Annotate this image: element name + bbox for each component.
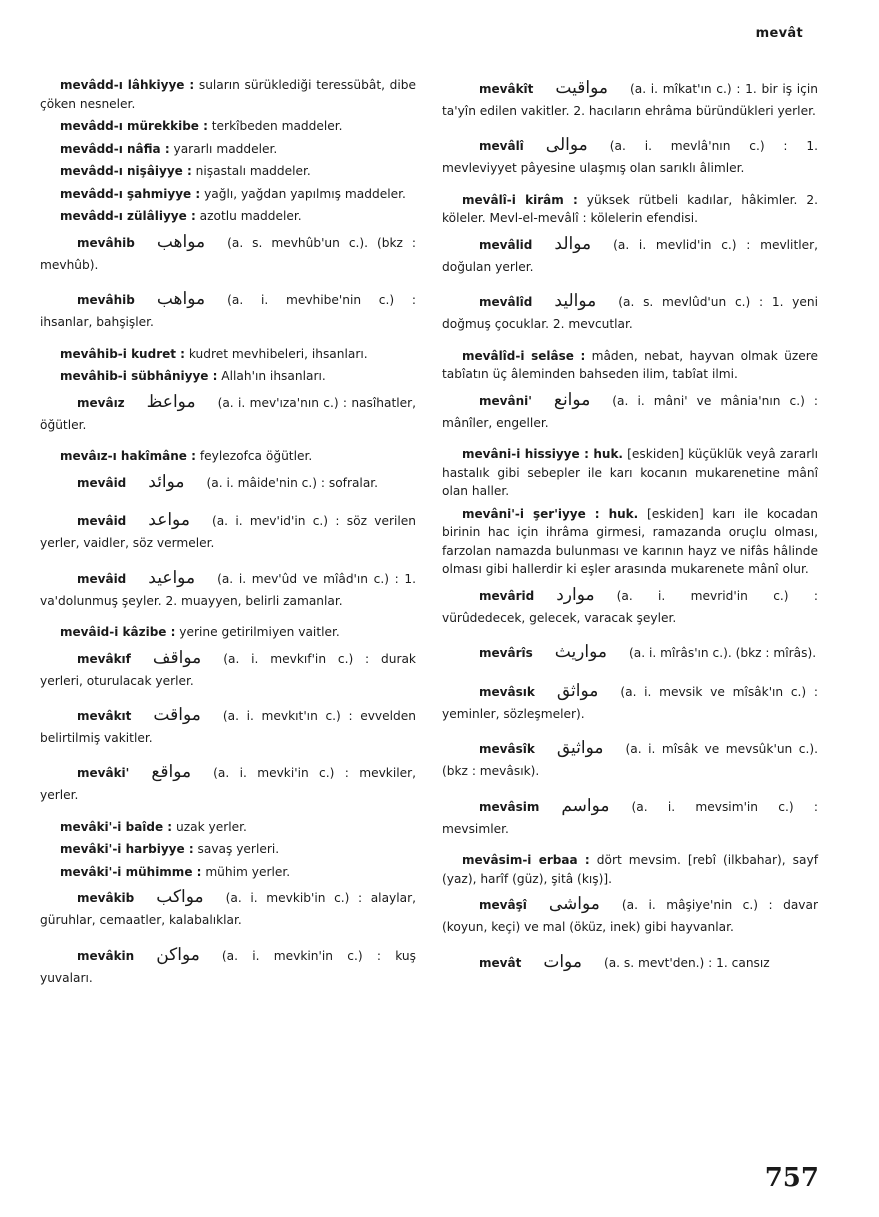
entry-headword: mevâşî bbox=[479, 898, 527, 913]
entry-definition: (a. i. mev'ıza'nın c.) : nasîhatler, öğütler. bbox=[40, 395, 416, 432]
dictionary-subentry bbox=[442, 347, 818, 384]
dictionary-entry bbox=[442, 736, 818, 780]
dictionary-subentry bbox=[442, 505, 818, 579]
entry-definition: [eskiden] küçüklük veyâ zararlı hastalık gibi sebepler ile karı kocanın mukarenetine mânî olan haller. bbox=[442, 447, 819, 499]
dictionary-subentry bbox=[40, 447, 416, 466]
entry-arabic-script: مواسم bbox=[561, 795, 610, 816]
page-number: 757 bbox=[764, 1163, 819, 1193]
entry-headword: mevâhib-i kudret : bbox=[60, 346, 185, 361]
entry-headword: mevârid bbox=[479, 588, 535, 603]
entry-headword: mevâdd-ı nişâiyye : bbox=[60, 164, 192, 179]
entry-definition: (a. i. mevrid'in c.) : vürûdedecek, gelecek, varacak şeyler. bbox=[442, 588, 818, 625]
entry-headword: mevâkib bbox=[77, 891, 135, 906]
entry-arabic-script: موانع bbox=[553, 389, 591, 410]
entry-arabic-script: مواكن bbox=[156, 944, 200, 965]
dictionary-entry bbox=[40, 760, 416, 804]
entry-definition: nişastalı maddeler. bbox=[195, 164, 311, 179]
entry-arabic-script: موالى bbox=[545, 135, 588, 156]
entry-definition: (a. i. mev'ûd ve mîâd'ın c.) : 1. va'dolunmuş şeyler. 2. muayyen, belirli zamanlar. bbox=[40, 571, 416, 608]
dictionary-entry bbox=[40, 230, 416, 274]
entry-headword: mevâni'-i şer'iyye : huk. bbox=[462, 506, 639, 521]
dictionary-entry bbox=[442, 232, 818, 276]
entry-definition: azotlu maddeler. bbox=[199, 209, 302, 224]
dictionary-entry bbox=[40, 390, 416, 434]
dictionary-subentry bbox=[40, 162, 416, 181]
dictionary-entry bbox=[442, 76, 818, 120]
entry-definition: (a. s. mevhûb'un c.). (bkz : mevhûb). bbox=[40, 235, 416, 272]
entry-definition: yüksek rütbeli kadılar, hâkimler. 2. köleler. Mevl-el-mevâlî : kölelerin efendisi. bbox=[442, 192, 819, 226]
entry-definition: (a. i. mîrâs'ın c.). (bkz : mîrâs). bbox=[629, 646, 817, 661]
entry-definition: Allah'ın ihsanları. bbox=[221, 369, 326, 384]
entry-arabic-script: مواهب bbox=[156, 289, 206, 310]
dictionary-subentry bbox=[40, 117, 416, 136]
entry-arabic-script: مواثيق bbox=[556, 738, 604, 759]
entry-headword: mevâız-ı hakîmâne : bbox=[60, 449, 196, 464]
entry-headword: mevât bbox=[479, 955, 522, 970]
entry-definition: mühim yerler. bbox=[205, 864, 291, 879]
entry-definition: suların sürüklediği teressübât, dibe çöken nesneler. bbox=[40, 78, 417, 111]
entry-arabic-script: مواقيت bbox=[555, 78, 608, 98]
entry-headword: mevâni-i hissiyye : huk. bbox=[462, 447, 623, 462]
dictionary-entry bbox=[442, 794, 818, 838]
entry-headword: mevâid bbox=[77, 571, 127, 586]
entry-definition: (a. s. mevt'den.) : 1. cansız bbox=[603, 955, 770, 970]
entry-arabic-script: موائد bbox=[148, 471, 185, 492]
entry-headword: mevâkin bbox=[77, 948, 135, 963]
dictionary-subentry bbox=[442, 851, 818, 888]
dictionary-entry bbox=[40, 470, 416, 496]
entry-headword: mevâsim bbox=[479, 799, 540, 814]
entry-headword: mevâlî bbox=[479, 139, 524, 154]
entry-definition: (a. i. mev'id'in c.) : söz verilen yerler, vaidler, söz vermeler. bbox=[40, 514, 416, 551]
entry-headword: mevâdd-ı zülâliyye : bbox=[60, 209, 196, 224]
entry-definition: (a. i. mevkib'in c.) : alaylar, güruhlar, cemaatler, kalabalıklar. bbox=[40, 891, 416, 928]
entry-definition: (a. i. mîsâk ve mevsûk'un c.). (bkz : mevâsık). bbox=[442, 742, 818, 779]
entry-definition: (a. i. mevkıt'ın c.) : evvelden belirtilmiş vakitler. bbox=[40, 709, 416, 745]
entry-headword: mevâki'-i harbiyye : bbox=[60, 842, 194, 857]
entry-arabic-script: مواقف bbox=[152, 647, 202, 668]
entry-definition: (a. i. mâni' ve mânia'nın c.) : mânîler, engeller. bbox=[442, 393, 818, 430]
entry-arabic-script: مواليد bbox=[554, 291, 597, 312]
entry-definition: yerine getirilmiyen vaitler. bbox=[179, 625, 340, 640]
dictionary-entry bbox=[40, 943, 416, 987]
dictionary-entry bbox=[40, 287, 416, 331]
dictionary-subentry bbox=[442, 445, 818, 501]
entry-headword: mevâid-i kâzibe : bbox=[60, 625, 176, 640]
running-head: mevât bbox=[755, 26, 803, 41]
dictionary-entry bbox=[442, 892, 818, 936]
entry-definition: terkîbeden maddeler. bbox=[211, 119, 343, 134]
entry-arabic-script: مواقع bbox=[151, 762, 192, 783]
entry-definition: [eskiden] karı ile kocadan birinin hac için ihrâma girmesi, ramazanda oruçlu olması, farzolan namazda bulunması ve karının hayz ve nifâs hâlinde olması gibi hallerdir ki eşler arasında mukarenete mânî olur. bbox=[442, 506, 819, 577]
dictionary-subentry bbox=[40, 185, 416, 204]
entry-arabic-script: موات bbox=[543, 951, 582, 972]
entry-arabic-script: مواقت bbox=[153, 705, 201, 726]
entry-definition: (a. i. mevsim'in c.) : mevsimler. bbox=[442, 799, 818, 836]
entry-headword: mevâkıf bbox=[77, 651, 131, 666]
entry-arabic-script: مواعيد bbox=[148, 567, 196, 588]
dictionary-entry bbox=[442, 679, 818, 723]
entry-definition: dört mevsim. [rebî (ilkbahar), sayf (yaz), harîf (güz), şitâ (kış)]. bbox=[442, 853, 818, 886]
entry-headword: mevâlî-i kirâm : bbox=[462, 192, 578, 207]
entry-headword: mevâsık bbox=[479, 685, 535, 700]
entry-headword: mevâsîk bbox=[479, 742, 535, 757]
dictionary-entry bbox=[40, 566, 416, 610]
entry-definition: mâden, nebat, hayvan olmak üzere tabîatın üç âleminden bahseden ilim, tabîat ilmi. bbox=[442, 348, 818, 382]
dictionary-subentry bbox=[40, 140, 416, 159]
entry-definition: yağlı, yağdan yapılmış maddeler. bbox=[204, 186, 406, 201]
dictionary-entry bbox=[442, 583, 818, 627]
right-column bbox=[442, 76, 818, 989]
dictionary-entry bbox=[442, 388, 818, 432]
entry-definition: (a. i. mevhibe'nin c.) : ihsanlar, bahşişler. bbox=[40, 293, 416, 330]
entry-definition: (a. i. mevlid'in c.) : mevlitler, doğulan yerler. bbox=[442, 237, 818, 274]
dictionary-subentry bbox=[40, 76, 416, 113]
dictionary-subentry bbox=[40, 863, 416, 882]
entry-arabic-script: مواعد bbox=[148, 510, 190, 531]
entry-definition: (a. i. mevkin'in c.) : kuş yuvaları. bbox=[40, 948, 416, 985]
entry-arabic-script: موالد bbox=[554, 233, 592, 254]
entry-headword: mevâkît bbox=[479, 82, 534, 96]
left-column bbox=[40, 76, 416, 1000]
entry-arabic-script: مواكب bbox=[156, 887, 204, 908]
entry-headword: mevâhib-i sübhâniyye : bbox=[60, 369, 218, 384]
entry-headword: mevârîs bbox=[479, 646, 533, 661]
dictionary-subentry bbox=[40, 840, 416, 859]
dictionary-entry bbox=[442, 289, 818, 333]
dictionary-entry bbox=[40, 885, 416, 929]
dictionary-subentry bbox=[442, 191, 818, 228]
entry-headword: mevâki' bbox=[77, 766, 130, 781]
entry-headword: mevâdd-ı mürekkibe : bbox=[60, 119, 208, 134]
entry-definition: (a. i. mîkat'ın c.) : 1. bir iş için ta'yîn edilen vakitler. 2. hacıların ehrâma büründükleri yerler. bbox=[442, 82, 818, 118]
entry-definition: yararlı maddeler. bbox=[173, 141, 278, 156]
entry-headword: mevâhib bbox=[77, 293, 135, 308]
entry-headword: mevâid bbox=[77, 475, 127, 490]
entry-arabic-script: موارد bbox=[556, 584, 595, 605]
entry-headword: mevâdd-ı şahmiyye : bbox=[60, 186, 201, 201]
entry-headword: mevâdd-ı lâhkiyye : bbox=[60, 78, 195, 92]
dictionary-entry bbox=[442, 133, 818, 177]
dictionary-entry bbox=[40, 646, 416, 690]
dictionary-entry bbox=[40, 703, 416, 747]
entry-headword: mevâsim-i erbaa : bbox=[462, 853, 590, 868]
entry-definition: (a. i. mevkıf'in c.) : durak yerleri, oturulacak yerler. bbox=[40, 651, 416, 688]
entry-definition: (a. i. mevlâ'nın c.) : 1. mevleviyyet pâyesine ulaşmış olan sarıklı âlimler. bbox=[442, 139, 818, 176]
entry-definition: savaş yerleri. bbox=[197, 842, 280, 857]
entry-definition: kudret mevhibeleri, ihsanları. bbox=[188, 346, 368, 361]
entry-arabic-script: مواعظ bbox=[146, 391, 196, 412]
dictionary-subentry bbox=[40, 207, 416, 226]
entry-definition: uzak yerler. bbox=[175, 819, 247, 834]
entry-definition: (a. i. mevki'in c.) : mevkiler, yerler. bbox=[40, 766, 416, 803]
dictionary-subentry bbox=[40, 345, 416, 364]
entry-headword: mevâkıt bbox=[77, 709, 132, 724]
entry-headword: mevâdd-ı nâfia : bbox=[60, 141, 170, 156]
entry-definition: (a. i. mevsik ve mîsâk'ın c.) : yeminler, sözleşmeler). bbox=[442, 685, 818, 721]
dictionary-entry bbox=[40, 508, 416, 552]
entry-arabic-script: مواريث bbox=[554, 642, 607, 663]
dictionary-subentry bbox=[40, 818, 416, 837]
dictionary-subentry bbox=[40, 367, 416, 386]
entry-definition: (a. s. mevlûd'un c.) : 1. yeni doğmuş çocuklar. 2. mevcutlar. bbox=[442, 295, 818, 332]
entry-arabic-script: مواشى bbox=[548, 894, 600, 915]
entry-headword: mevâki'-i baîde : bbox=[60, 819, 173, 834]
dictionary-entry bbox=[442, 950, 818, 976]
dictionary-subentry bbox=[40, 623, 416, 642]
entry-headword: mevâlîd bbox=[479, 295, 533, 310]
entry-headword: mevâlîd-i selâse : bbox=[462, 348, 586, 363]
entry-arabic-script: مواهب bbox=[156, 231, 206, 252]
entry-definition: feylezofca öğütler. bbox=[199, 449, 313, 464]
entry-definition: (a. i. mâide'nin c.) : sofralar. bbox=[206, 475, 379, 490]
entry-headword: mevâni' bbox=[479, 393, 532, 408]
dictionary-entry bbox=[442, 640, 818, 666]
entry-headword: mevâid bbox=[77, 514, 127, 529]
entry-arabic-script: مواثق bbox=[556, 681, 599, 702]
entry-headword: mevâki'-i mühimme : bbox=[60, 864, 202, 879]
entry-headword: mevâız bbox=[77, 395, 125, 410]
entry-definition: (a. i. mâşiye'nin c.) : davar (koyun, keçi) ve mal (öküz, inek) gibi hayvanlar. bbox=[442, 898, 818, 935]
entry-headword: mevâhib bbox=[77, 235, 135, 250]
entry-headword: mevâlid bbox=[479, 237, 533, 252]
